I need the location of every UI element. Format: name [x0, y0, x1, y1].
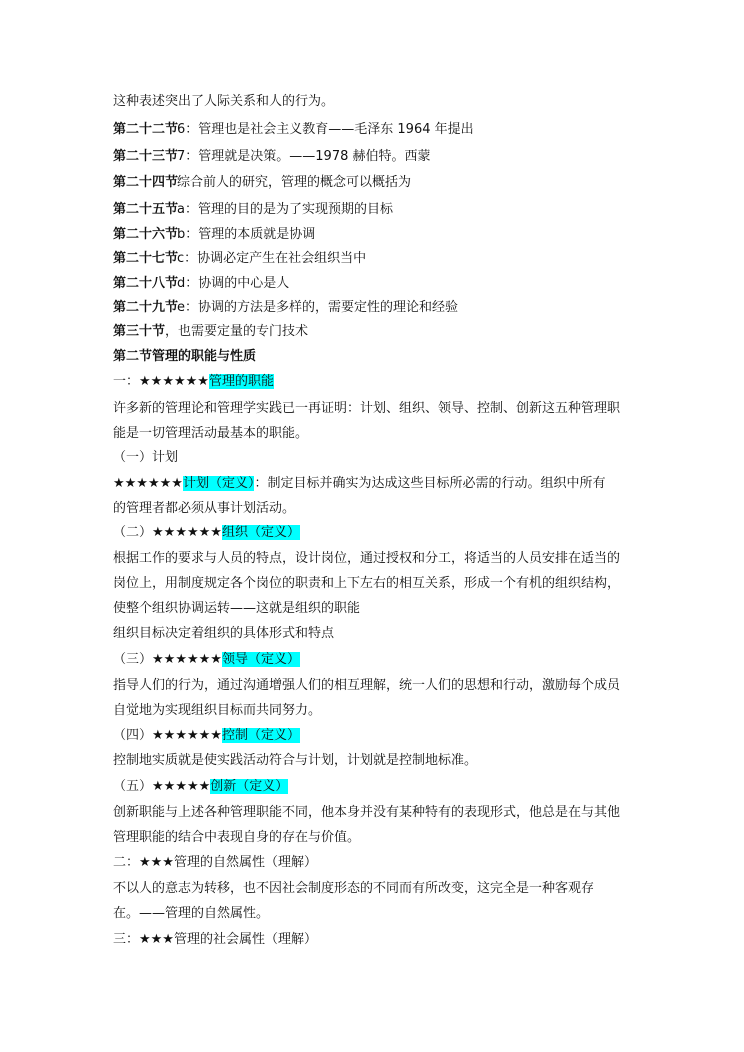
definition-text: ：制定目标并确实为达成这些目标所必需的行动。组织中所有	[254, 476, 606, 491]
section-label: 第二十六节	[113, 227, 179, 242]
star-rating: ★★★★★★	[152, 652, 222, 667]
section-label: 第二十二节	[113, 122, 179, 137]
star-rating: ★★★★★★	[152, 728, 222, 743]
paragraph-line: 指导人们的行为，通过沟通增强人们的相互理解，统一人们的思想和行动，激励每个成员	[113, 678, 621, 693]
section-line-26	[113, 227, 315, 243]
paragraph-line: 组织目标决定着组织的具体形式和特点	[113, 626, 335, 641]
section-label: 第二十五节	[113, 202, 179, 217]
highlight-text: 计划（定义）	[182, 476, 255, 491]
text-line: 这种表述突出了人际关系和人的行为。	[113, 94, 335, 109]
paragraph-line: 不以人的意志为转移，也不因社会制度形态的不同而有所改变，这完全是一种客观存	[113, 881, 595, 896]
section-label: 第二十九节	[113, 300, 179, 315]
section-label: 第三十节	[113, 324, 166, 339]
paragraph-line: 岗位上，用制度规定各个岗位的职责和上下左右的相互关系，形成一个有机的组织结构，	[113, 576, 621, 591]
paragraph-line: 许多新的管理论和管理学实践已一再证明：计划、组织、领导、控制、创新这五种管理职	[113, 401, 621, 416]
section-line-22	[113, 122, 474, 138]
highlight-text: 创新（定义）	[210, 779, 289, 794]
section-text: 综合前人的研究，管理的概念可以概括为	[177, 175, 412, 190]
heading-functions	[113, 374, 274, 390]
section-text: c：协调必定产生在社会组织当中	[177, 251, 367, 266]
prefix: （三）	[113, 652, 153, 667]
paragraph-line: 控制地实质就是使实践活动符合与计划，计划就是控制地标准。	[113, 753, 478, 768]
heading-control	[113, 728, 300, 744]
section-line-28	[113, 276, 289, 292]
prefix: （五）	[113, 779, 153, 794]
paragraph-line: 根据工作的要求与人员的特点，设计岗位，通过授权和分工，将适当的人员安排在适当的	[113, 551, 621, 566]
section-text: d：协调的中心是人	[177, 276, 290, 291]
section-text: ，也需要定量的专门技术	[165, 324, 309, 339]
heading-natural-attribute: 二：★★★管理的自然属性（理解）	[113, 855, 317, 870]
highlight-text: 管理的职能	[208, 374, 274, 389]
highlight-text: 组织（定义）	[221, 525, 300, 540]
section-line-25	[113, 202, 393, 218]
paragraph-line: 自觉地为实现组织目标而共同努力。	[113, 703, 322, 718]
star-rating: ★★★★★	[152, 779, 211, 794]
section-label: 第二十八节	[113, 276, 179, 291]
star-rating: ★★★★★★	[152, 525, 222, 540]
heading-innovate	[113, 779, 288, 795]
section-line-23	[113, 149, 431, 165]
paragraph-line: 的管理者都必须从事计划活动。	[113, 501, 296, 516]
section-text: a：管理的目的是为了实现预期的目标	[177, 202, 393, 217]
highlight-text: 领导（定义）	[221, 652, 300, 667]
star-rating: ★★★★★★	[139, 374, 209, 389]
section-line-24	[113, 175, 411, 191]
paragraph-line: 在。——管理的自然属性。	[113, 906, 270, 921]
section-line-27	[113, 251, 366, 267]
highlight-text: 控制（定义）	[221, 728, 300, 743]
paragraph-line: 能是一切管理活动最基本的职能。	[113, 426, 309, 441]
heading-social-attribute: 三：★★★管理的社会属性（理解）	[113, 932, 317, 947]
paragraph-line: 创新职能与上述各种管理职能不同，他本身并没有某种特有的表现形式，他总是在与其他	[113, 805, 621, 820]
section-line-29	[113, 300, 458, 316]
heading-lead	[113, 652, 300, 668]
section-label: 第二十七节	[113, 251, 179, 266]
prefix: （四）	[113, 728, 153, 743]
section-text: b：管理的本质就是协调	[177, 227, 316, 242]
section-text: 6：管理也是社会主义教育——毛泽东 1964 年提出	[177, 122, 474, 137]
section-title: 第二节管理的职能与性质	[113, 349, 257, 364]
heading-organize	[113, 525, 300, 541]
section-label: 第二十三节	[113, 149, 179, 164]
paragraph-line: 管理职能的结合中表现自身的存在与价值。	[113, 830, 361, 845]
plan-definition	[113, 476, 605, 492]
section-text: 7：管理就是决策。——1978 赫伯特。西蒙	[177, 149, 431, 164]
star-rating: ★★★★★★	[113, 476, 183, 491]
paragraph-line: 使整个组织协调运转——这就是组织的职能	[113, 601, 361, 616]
section-text: e：协调的方法是多样的，需要定性的理论和经验	[177, 300, 458, 315]
section-line-30	[113, 324, 308, 340]
heading-plan: （一）计划	[113, 450, 179, 465]
prefix: 一：	[113, 374, 140, 389]
prefix: （二）	[113, 525, 153, 540]
section-label: 第二十四节	[113, 175, 179, 190]
